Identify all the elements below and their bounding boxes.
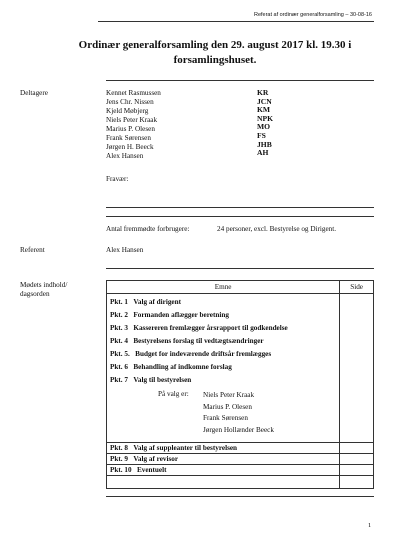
agenda-item-text: Eventuelt [136, 466, 167, 474]
agenda-header-row [107, 281, 374, 294]
attendee-initials-item: FS [257, 130, 266, 140]
agenda-item [110, 374, 336, 387]
agenda-item-number: Pkt. 1 [110, 298, 128, 306]
page-cell [340, 454, 374, 465]
agenda-item [110, 296, 336, 309]
absent-label: Fravær: [106, 175, 129, 183]
agenda-item [107, 443, 340, 454]
candidate-name: Frank Sørensen [203, 414, 248, 422]
attendee-name: Frank Sørensen [106, 134, 151, 142]
agenda-items-cell [107, 294, 340, 443]
section-divider [106, 268, 374, 269]
attendee-initials-item: MO [257, 122, 271, 132]
referent-label: Referent [20, 246, 45, 254]
agenda-item-row [107, 465, 374, 476]
candidate-name: Niels Peter Kraak [203, 391, 255, 399]
running-header: Referat af ordinær generalforsamling – 30-08-16 [253, 12, 372, 18]
column-header-topic: Emne [107, 281, 340, 294]
attendee-initials-item: KR [257, 88, 269, 97]
title-line-1: Ordinær generalforsamling den 29. august 2017 kl. 19.30 i [78, 39, 352, 51]
members-value: 24 personer, excl. Bestyrelse og Dirigent. [217, 225, 337, 233]
attendees-label: Deltagere [20, 89, 48, 97]
agenda-item-text: Behandling af indkomne forslag [133, 363, 232, 371]
attendee-names [106, 89, 161, 161]
page-cell [340, 465, 374, 476]
agenda-item [110, 361, 336, 374]
agenda-item [110, 335, 336, 348]
page-cell [340, 476, 374, 489]
referent-value: Alex Hansen [106, 246, 144, 254]
attendee-initials-item: JHB [257, 139, 272, 149]
agenda-empty-row [107, 476, 374, 489]
agenda-item [107, 465, 340, 476]
title-divider [106, 80, 374, 81]
attendee-initials-item: JCN [257, 96, 272, 106]
section-divider [106, 207, 374, 208]
agenda-label-line-1: Mødets indhold/ [20, 281, 68, 289]
agenda-item-row [107, 443, 374, 454]
agenda-item-number: Pkt. 7 [110, 376, 128, 384]
agenda-item-number: Pkt. 8 [110, 444, 128, 452]
title-line-2: forsamlingshuset. [173, 54, 257, 66]
attendee-initials [257, 89, 273, 158]
agenda-item [107, 454, 340, 465]
agenda-item-number: Pkt. 9 [110, 455, 128, 463]
attendee-name: Jens Chr. Nissen [106, 98, 154, 106]
agenda-item [110, 309, 336, 322]
attendee-name: Marius P. Olesen [106, 125, 155, 133]
agenda-item-number: Pkt. 4 [110, 337, 128, 345]
agenda-item-text: Valg af dirigent [133, 298, 182, 306]
attendee-name: Kennet Rasmussen [106, 89, 161, 97]
election-block [110, 390, 336, 442]
agenda-item-row [107, 454, 374, 465]
agenda-item-text: Valg af suppleanter til bestyrelsen [133, 444, 238, 452]
header-divider [98, 21, 374, 22]
footer-divider [106, 496, 374, 497]
agenda-label-line-2: dagsorden [20, 290, 50, 298]
attendee-name: Jørgen H. Beeck [106, 143, 154, 151]
agenda-item-text: Formanden aflægger beretning [133, 311, 229, 319]
candidate-name: Jørgen Hollænder Beeck [203, 425, 274, 434]
agenda-item [110, 322, 336, 335]
agenda-item-number: Pkt. 10 [110, 466, 132, 474]
document-title [70, 38, 360, 68]
agenda-items-row [107, 294, 374, 443]
agenda-label [20, 281, 67, 299]
election-candidates [203, 390, 274, 436]
page-cell [340, 294, 374, 443]
agenda-item-number: Pkt. 5. [110, 350, 130, 358]
agenda-item-text: Valg til bestyrelsen [133, 376, 192, 384]
section-divider [106, 216, 374, 217]
election-label: På valg er: [158, 390, 189, 398]
agenda-table [106, 280, 374, 489]
members-label: Antal fremmødte forbrugere: [106, 225, 190, 233]
attendee-name: Alex Hansen [106, 152, 144, 160]
page-number: 1 [368, 522, 372, 529]
attendee-initials-item: NPK [257, 113, 274, 123]
candidate-name: Marius P. Olesen [203, 402, 252, 411]
attendee-name: Niels Peter Kraak [106, 116, 158, 124]
agenda-item [110, 348, 336, 361]
attendee-initials-item: KM [257, 105, 271, 115]
attendee-initials-item: AH [257, 148, 269, 158]
agenda-item-number: Pkt. 2 [110, 311, 128, 319]
agenda-item-number: Pkt. 3 [110, 324, 128, 332]
agenda-item-text: Kassereren fremlægger årsrapport til godkendelse [133, 324, 288, 332]
agenda-item-number: Pkt. 6 [110, 363, 128, 371]
page-cell [340, 443, 374, 454]
column-header-page: Side [340, 281, 374, 294]
agenda-item-text: Bestyrelsens forslag til vedtægtsændringer [133, 337, 264, 345]
attendee-name: Kjeld Møbjerg [106, 107, 149, 115]
agenda-item-text: Valg af revisor [133, 455, 179, 463]
agenda-item-text: Budget for indeværende driftsår fremlægges [135, 350, 272, 358]
empty-cell [107, 476, 340, 489]
